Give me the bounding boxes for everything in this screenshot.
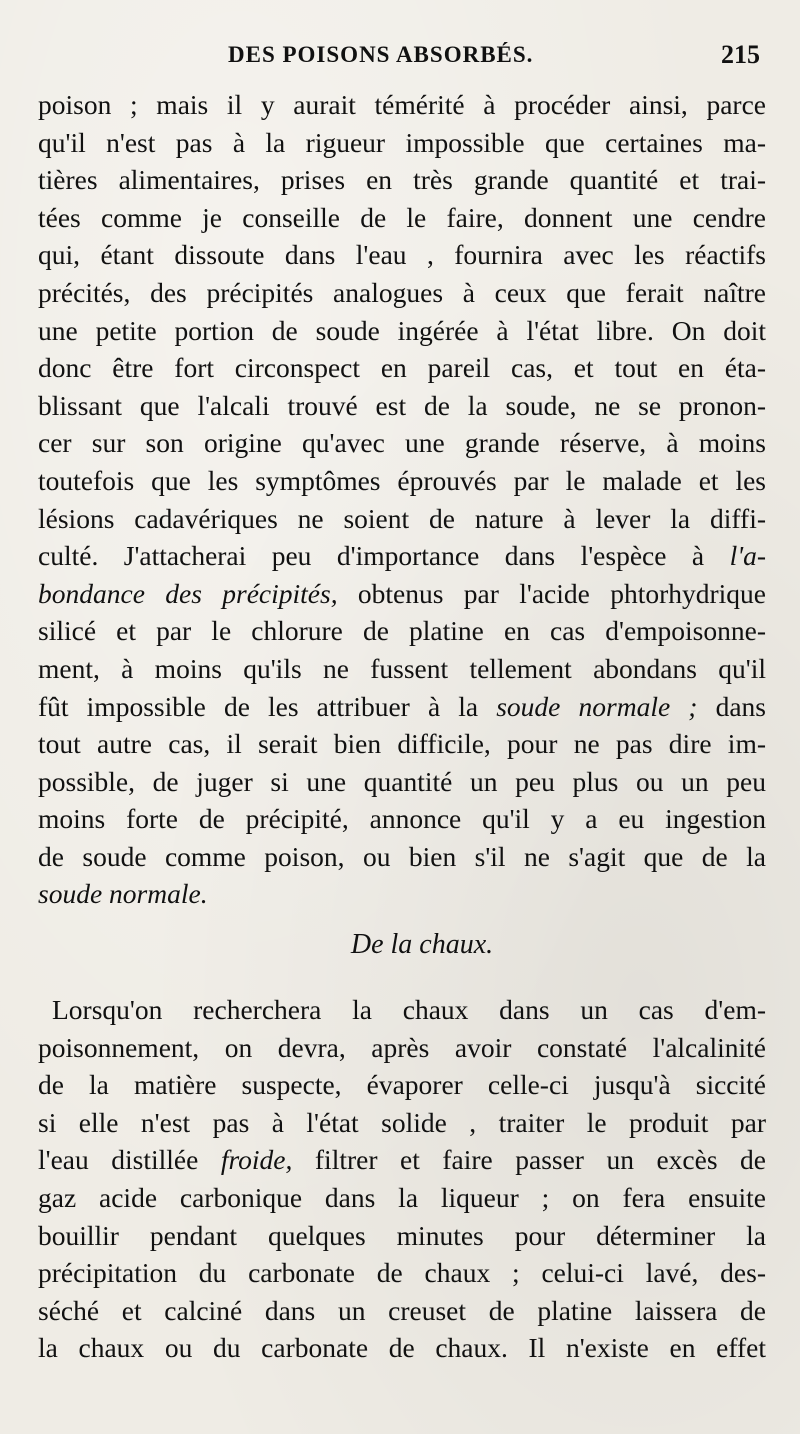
- text-line: moins forte de précipité, annonce qu'il y a eu ingestion: [38, 803, 766, 835]
- italic-span: bondance des précipités,: [38, 577, 338, 609]
- text-line: une petite portion de soude ingérée à l'état libre. On doit: [38, 314, 766, 346]
- text-span: dans: [697, 690, 766, 722]
- text-line: ment, à moins qu'ils ne fussent tellement abondans qu'il: [38, 652, 766, 684]
- text-line: précités, des précipités analogues à ceux que ferait naître: [38, 276, 766, 308]
- text-line: de soude comme poison, ou bien s'il ne s'agit que de la: [38, 840, 766, 872]
- text-line: toutefois que les symptômes éprouvés par le malade et les: [38, 464, 766, 496]
- text-line: qui, étant dissoute dans l'eau , fournira avec les réactifs: [38, 239, 766, 271]
- text-line: donc être fort circonspect en pareil cas, et tout en éta-: [38, 352, 766, 384]
- page-number: 215: [721, 40, 760, 69]
- text-line: [38, 537, 766, 575]
- text-span: fût impossible de les attribuer à la: [38, 690, 497, 722]
- text-span: filtrer et faire passer un excès de: [292, 1144, 767, 1176]
- text-line: tout autre cas, il serait bien difficile, pour ne pas dire im-: [38, 728, 766, 760]
- text-line: tières alimentaires, prises en très grande quantité et trai-: [38, 164, 766, 196]
- text-line: Lorsqu'on recherchera la chaux dans un cas d'em-: [52, 994, 766, 1026]
- text-span: obtenus par l'acide phtorhydrique: [337, 577, 766, 609]
- section-heading: De la chaux.: [350, 929, 494, 961]
- text-line: blissant que l'alcali trouvé est de la soude, ne se pronon-: [38, 389, 766, 421]
- text-line: [38, 875, 766, 913]
- italic-span: l'a-: [729, 540, 766, 572]
- text-line: poison ; mais il y aurait témérité à procéder ainsi, parce: [38, 89, 766, 120]
- italic-span: soude normale ;: [496, 690, 698, 722]
- text-line: précipitation du carbonate de chaux ; celui-ci lavé, des-: [38, 1257, 766, 1289]
- text-line: silicé et par le chlorure de platine en cas d'empoisonne-: [38, 615, 766, 647]
- text-line: gaz acide carbonique dans la liqueur ; on fera ensuite: [38, 1182, 766, 1214]
- text-span: culté. J'attacherai peu d'importance dans l'espèce à: [38, 540, 730, 572]
- text-line: la chaux ou du carbonate de chaux. Il n'existe en effet: [38, 1332, 766, 1364]
- italic-span: froide,: [220, 1144, 293, 1176]
- text-line: [38, 1141, 766, 1179]
- text-line: cer sur son origine qu'avec une grande réserve, à moins: [38, 427, 766, 459]
- text-line: [38, 688, 766, 726]
- text-line: possible, de juger si une quantité un peu plus ou un peu: [38, 765, 766, 797]
- italic-span: soude normale.: [38, 878, 208, 910]
- text-line: bouillir pendant quelques minutes pour déterminer la: [38, 1219, 766, 1251]
- text-line: si elle n'est pas à l'état solide , traiter le produit par: [38, 1106, 766, 1138]
- running-head: DES POISONS ABSORBÉS.: [228, 42, 534, 67]
- text-span: l'eau distillée: [38, 1144, 221, 1176]
- text-line: [38, 575, 766, 613]
- spacer: [38, 969, 766, 991]
- text-line: de la matière suspecte, évaporer celle-ci jusqu'à siccité: [38, 1069, 766, 1101]
- text-line: poisonnement, on devra, après avoir constaté l'alcalinité: [38, 1031, 766, 1063]
- text-line: qu'il n'est pas à la rigueur impossible que certaines ma-: [38, 126, 766, 158]
- text-line: tées comme je conseille de le faire, donnent une cendre: [38, 201, 766, 233]
- text-line: séché et calciné dans un creuset de platine laissera de: [38, 1294, 766, 1326]
- text-line: lésions cadavériques ne soient de nature à lever la diffi-: [38, 502, 766, 534]
- page-header: [50, 42, 770, 74]
- body-text: [38, 86, 766, 1367]
